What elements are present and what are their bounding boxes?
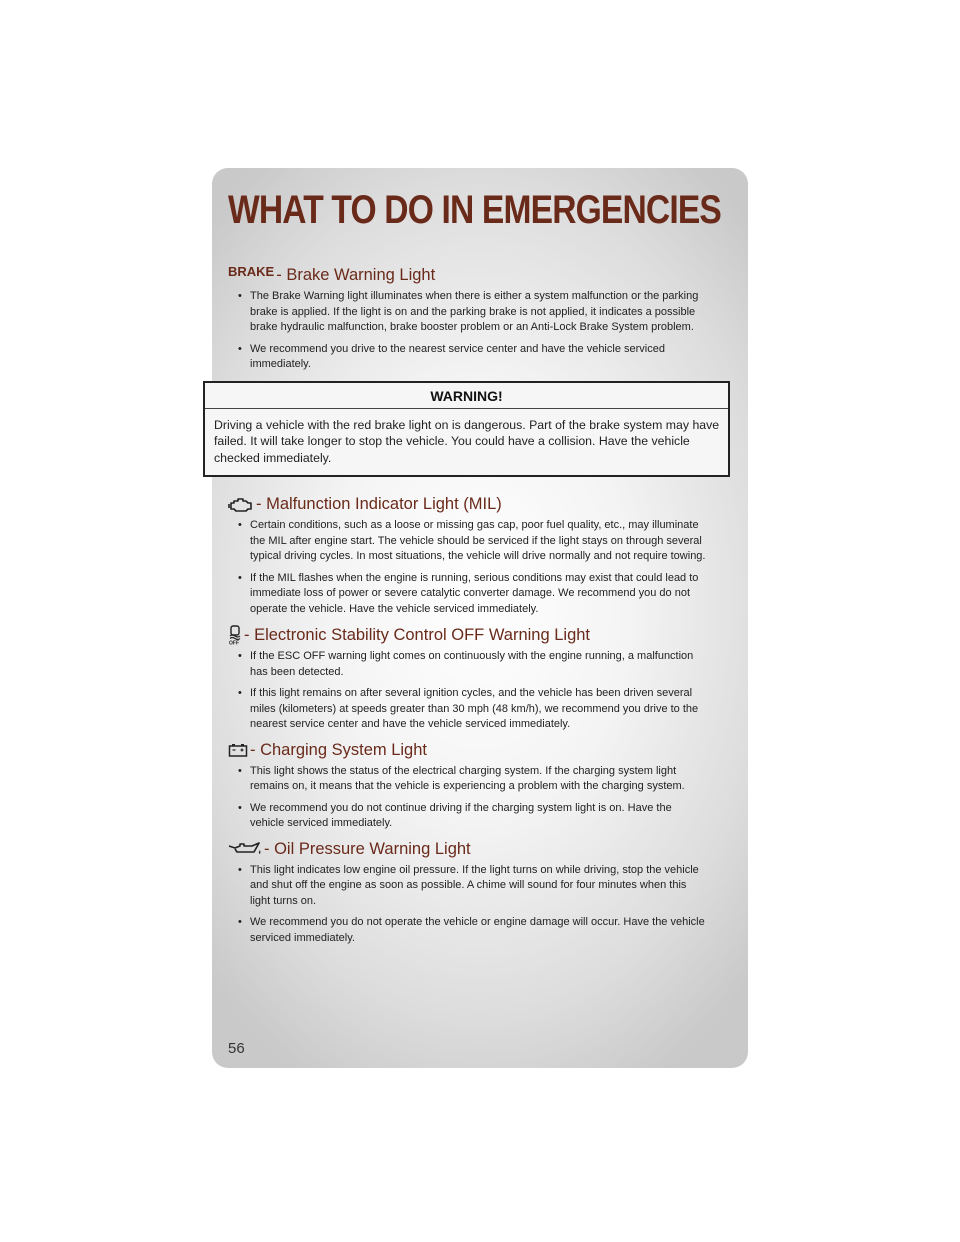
engine-icon [228,497,254,513]
bullet-list [228,649,706,733]
list-item: • We recommend you drive to the nearest service center and have the vehicle serviced immediately. [228,342,706,373]
list-item: • This light indicates low engine oil pressure. If the light turns on while driving, stop the vehicle and shut off the engine as soon as possible. A chime will sound for four minutes when this light turns on. [228,863,706,910]
esc-off-icon-text: OFF [229,640,239,645]
section-mil [228,495,706,617]
section-title-mil [228,495,706,514]
list-item: • We recommend you do not operate the vehicle or engine damage will occur. Have the vehicle serviced immediately. [228,915,706,946]
section-charging [228,741,706,832]
warning-title: WARNING! [205,383,728,409]
esc-off-icon [228,625,242,645]
list-item: • We recommend you do not continue driving if the charging system light is on. Have the vehicle serviced immediately. [228,801,706,832]
list-item: • The Brake Warning light illuminates when there is either a system malfunction or the parking brake is applied. If the light is on and the parking brake is not applied, it indicates a possible brake hydraulic malfunction, brake booster problem or an Anti-Lock Brake System problem. [228,289,706,336]
warning-body: Driving a vehicle with the red brake light on is dangerous. Part of the brake system may have failed. It will take longer to stop the vehicle. You could have a collision. Have the vehicle checked immediately. [214,417,720,465]
list-item: • If the MIL flashes when the engine is running, serious conditions may exist that could lead to immediate loss of power or severe catalytic converter damage. We recommend you do not operate the vehicle. Have the vehicle serviced immediately. [228,571,706,618]
list-item: • This light shows the status of the electrical charging system. If the charging system light remains on, it means that the vehicle is experiencing a problem with the charging system. [228,764,706,795]
section-title-charging [228,741,706,760]
section-esc [228,625,706,733]
section-title-text: - Oil Pressure Warning Light [264,839,471,858]
bullet-list [228,764,706,832]
brake-icon: BRAKE [228,264,275,279]
warning-box [203,381,730,478]
page-title: WHAT TO DO IN EMERGENCIES [228,188,721,232]
list-item: • Certain conditions, such as a loose or missing gas cap, poor fuel quality, etc., may illuminate the MIL after engine start. The vehicle should be serviced if the light stays on through several typical driving cycles. In most situations, the vehicle will drive normally and not require towing. [228,518,706,565]
oil-can-icon [228,841,262,857]
list-item: • If the ESC OFF warning light comes on continuously with the engine running, a malfunction has been detected. [228,649,706,680]
section-title-text: - Malfunction Indicator Light (MIL) [256,495,502,513]
section-title-text: - Electronic Stability Control OFF Warning Light [244,625,591,644]
section-oil [228,840,706,947]
section-title-esc [228,625,706,645]
list-item: • If this light remains on after several ignition cycles, and the vehicle has been driven several miles (kilometers) at speeds greater than 30 mph (48 km/h), we recommend you drive to the nearest service center and have the vehicle serviced immediately. [228,686,706,733]
section-title-oil [228,840,706,859]
section-title-text: - Brake Warning Light [276,266,436,284]
section-brake [228,266,706,373]
section-title-brake [228,266,706,285]
content [214,264,720,954]
bullet-list [228,518,706,617]
bullet-list [228,289,706,373]
page-number: 56 [228,1040,245,1057]
section-title-text: - Charging System Light [250,740,427,759]
battery-icon [228,743,248,757]
bullet-list [228,863,706,947]
